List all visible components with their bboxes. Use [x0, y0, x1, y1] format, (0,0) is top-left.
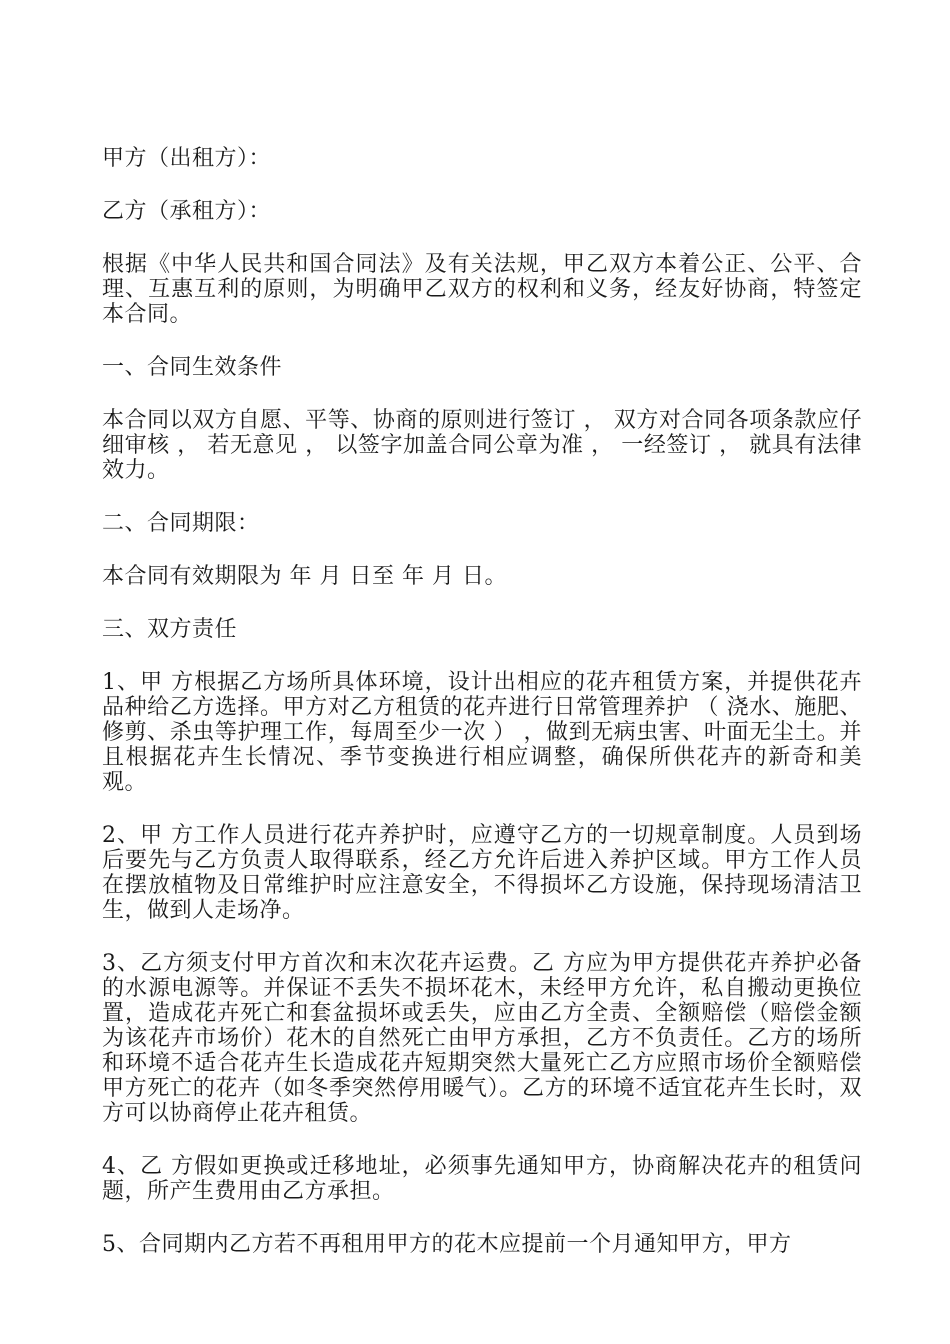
party-a-line: 甲方（出租方）：: [102, 146, 272, 171]
clause-4-paragraph: 4、乙 方假如更换或迁移地址，必须事先通知甲方，协商解决花卉的租赁问题，所产生费用由乙方承担。: [102, 1154, 862, 1204]
section-1-title: 一、合同生效条件: [102, 355, 283, 380]
clause-3-paragraph: 3、乙方须支付甲方首次和末次花卉运费。乙 方应为甲方提供花卉养护必备的水源电源等。并保证不丢失不损坏花木，未经甲方允许，私自搬动更换位置，造成花卉死亡和套盆损坏或丢失，应由乙方全责、全额赔偿（赔偿金额为该花卉市场价）花木的自然死亡由甲方承担，乙方不负责任。乙方的场所和环境不适合花卉生长造成花卉短期突然大量死亡乙方应照市场价全额赔偿甲方死亡的花卉（如冬季突然停用暖气）。乙方的环境不适宜花卉生长时，双方可以协商停止花卉租赁。: [102, 951, 862, 1126]
section-3-title: 三、双方责任: [102, 617, 238, 642]
section-1-paragraph: 本合同以双方自愿、平等、协商的原则进行签订 ， 双方对合同各项条款应仔细审核 ， 若无意见 ， 以签字加盖合同公章为准 ， 一经签订 ， 就具有法律效力。: [102, 408, 862, 483]
clause-1-paragraph: 1、甲 方根据乙方场所具体环境，设计出相应的花卉租赁方案，并提供花卉品种给乙方选择。甲方对乙方租赁的花卉进行日常管理养护 （ 浇水、施肥、修剪、杀虫等护理工作，每周至少一次 ） ，做到无病虫害、叶面无尘土。并且根据花卉生长情况、季节变换进行相应调整，确保所供花卉的新奇和美观。: [102, 670, 862, 795]
clause-5-paragraph: 5、合同期内乙方若不再租用甲方的花木应提前一个月通知甲方，甲方: [102, 1232, 792, 1257]
preamble-paragraph: 根据《中华人民共和国合同法》及有关法规，甲乙双方本着公正、公平、合理、互惠互利的原则，为明确甲乙双方的权利和义务，经友好协商，特签定本合同。: [102, 252, 862, 327]
section-2-paragraph: 本合同有效期限为 年 月 日至 年 月 日。: [102, 564, 507, 589]
party-b-line: 乙方（承租方）：: [102, 199, 272, 224]
section-2-title: 二、合同期限：: [102, 511, 260, 536]
clause-2-paragraph: 2、甲 方工作人员进行花卉养护时，应遵守乙方的一切规章制度。人员到场后要先与乙方负责人取得联系，经乙方允许后进入养护区域。甲方工作人员在摆放植物及日常维护时应注意安全，不得损坏乙方设施，保持现场清洁卫生，做到人走场净。: [102, 823, 862, 923]
contract-body: [102, 146, 862, 1285]
